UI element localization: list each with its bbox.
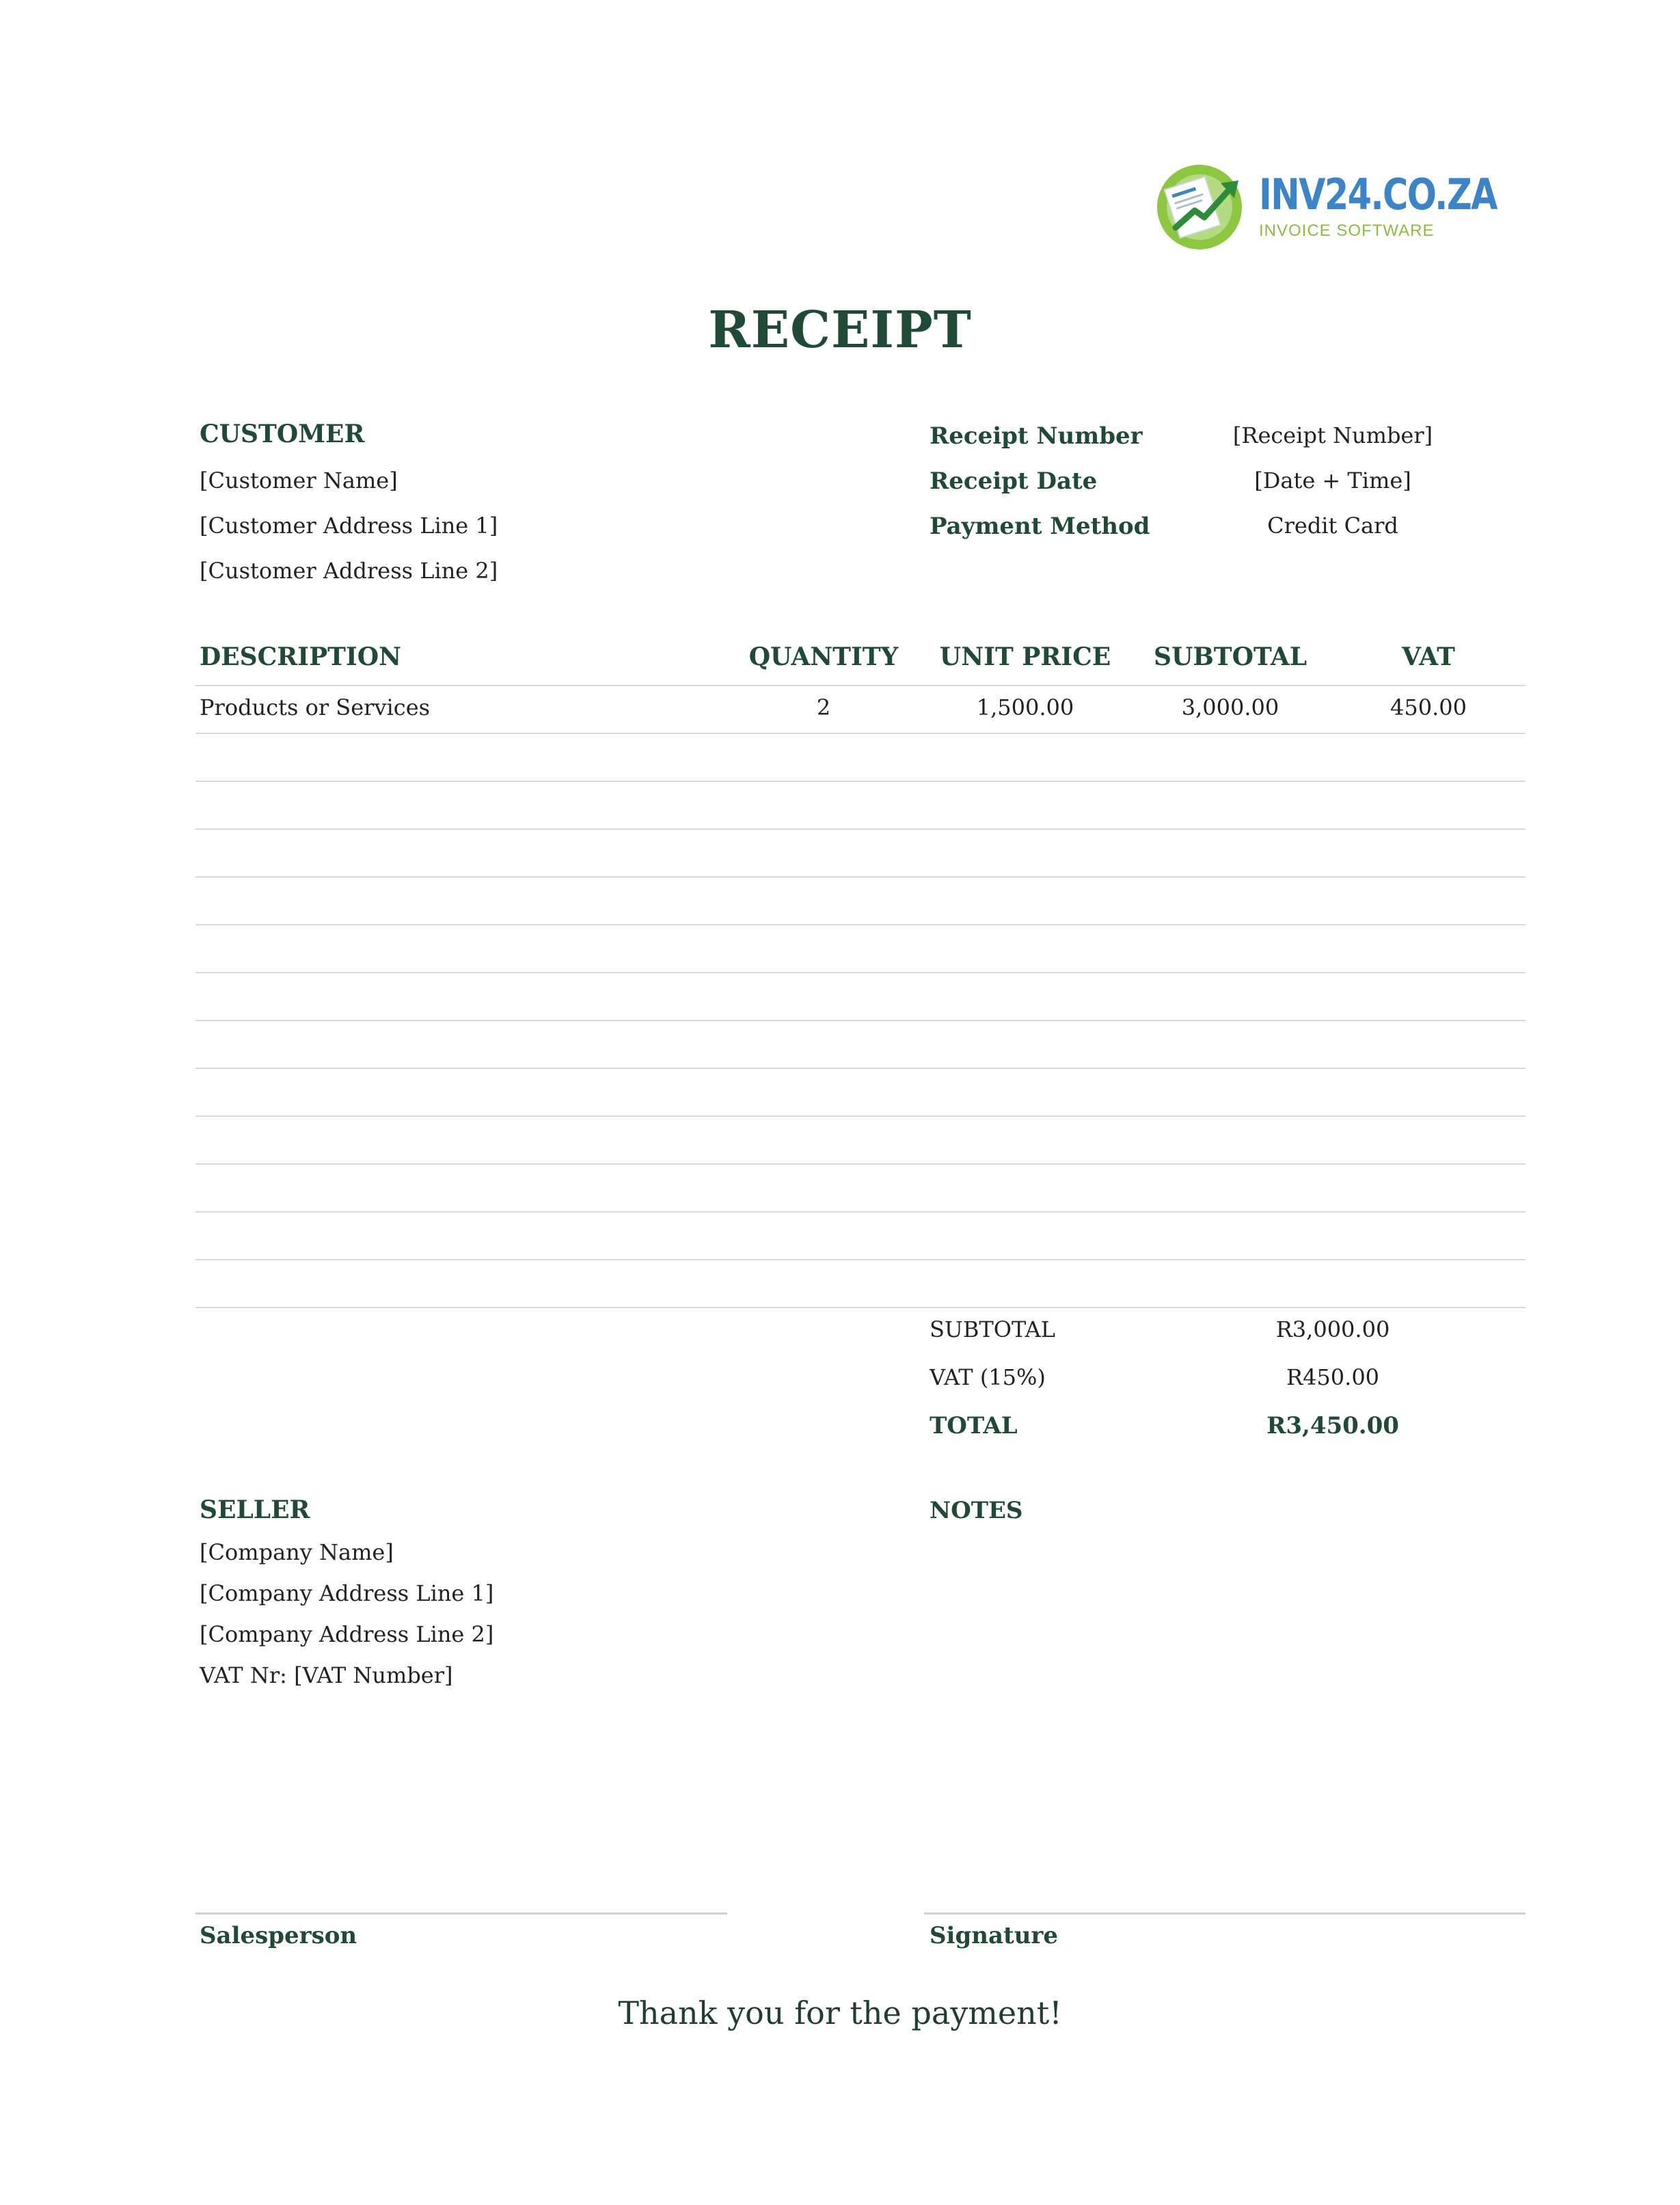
col-header-subtotal: SUBTOTAL — [1153, 642, 1308, 671]
totals-vat-value: R450.00 — [1286, 1364, 1380, 1390]
totals-subtotal-value: R3,000.00 — [1275, 1316, 1390, 1342]
receipt-number-value: [Receipt Number] — [1232, 422, 1433, 448]
totals-subtotal-label: SUBTOTAL — [930, 1316, 1055, 1342]
customer-heading: CUSTOMER — [200, 420, 365, 448]
seller-heading: SELLER — [200, 1496, 310, 1524]
signature-label: Signature — [930, 1922, 1058, 1949]
signature-line — [924, 1912, 1526, 1915]
totals-total-value: R3,450.00 — [1266, 1412, 1399, 1439]
logo-brand-text: INV24.CO.ZA — [1259, 170, 1497, 219]
row-description: Products or Services — [200, 694, 431, 720]
seller-address-line-2: [Company Address Line 2] — [200, 1621, 494, 1647]
col-header-unit-price: UNIT PRICE — [939, 642, 1111, 671]
col-header-vat: VAT — [1402, 642, 1455, 671]
col-header-quantity: QUANTITY — [748, 642, 899, 671]
notes-heading: NOTES — [930, 1497, 1023, 1524]
row-subtotal: 3,000.00 — [1181, 694, 1279, 720]
seller-vat-number: VAT Nr: [VAT Number] — [200, 1662, 453, 1688]
page-title: RECEIPT — [708, 301, 972, 360]
logo-mark-icon — [1155, 163, 1244, 252]
customer-address-line-1: [Customer Address Line 1] — [200, 513, 498, 539]
row-unit-price: 1,500.00 — [976, 694, 1074, 720]
logo-tagline: INVOICE SOFTWARE — [1259, 221, 1435, 240]
row-quantity: 2 — [816, 694, 831, 720]
customer-address-line-2: [Customer Address Line 2] — [200, 558, 498, 584]
payment-method-value: Credit Card — [1267, 513, 1398, 539]
row-vat: 450.00 — [1390, 694, 1467, 720]
receipt-number-label: Receipt Number — [930, 422, 1143, 450]
company-logo — [1155, 163, 1497, 252]
col-header-description: DESCRIPTION — [200, 642, 402, 671]
salesperson-label: Salesperson — [200, 1922, 357, 1949]
customer-name: [Customer Name] — [200, 468, 398, 493]
seller-address-line-1: [Company Address Line 1] — [200, 1580, 494, 1606]
salesperson-signature-line — [195, 1912, 727, 1915]
thank-you-message: Thank you for the payment! — [618, 1994, 1062, 2031]
receipt-date-value: [Date + Time] — [1254, 468, 1411, 493]
totals-total-label: TOTAL — [930, 1412, 1018, 1439]
receipt-date-label: Receipt Date — [930, 468, 1098, 495]
payment-method-label: Payment Method — [930, 513, 1150, 540]
totals-vat-label: VAT (15%) — [930, 1364, 1046, 1390]
seller-company-name: [Company Name] — [200, 1539, 394, 1565]
